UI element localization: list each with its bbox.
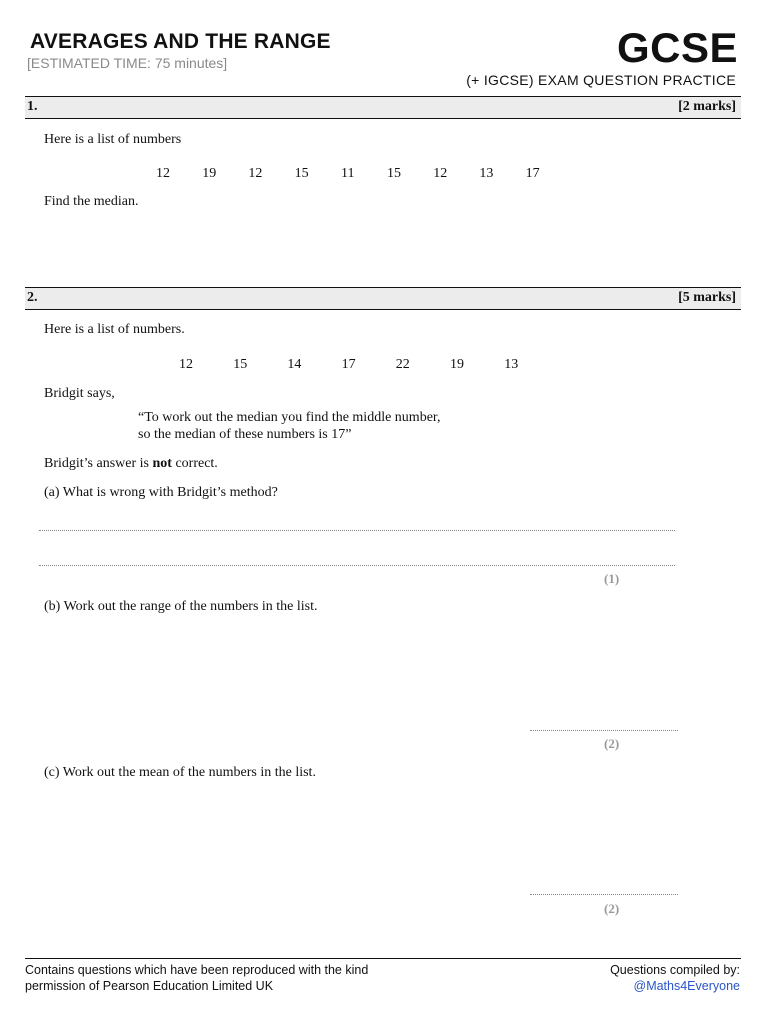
question-2-header: [25, 287, 741, 310]
question-1-number-item: 12: [248, 166, 263, 181]
question-1-prompt: Find the median.: [44, 194, 139, 209]
footer-permission-line-2: permission of Pearson Education Limited UK: [25, 979, 274, 993]
question-1-number-item: 11: [341, 166, 355, 181]
bridgit-answer-statement: [44, 456, 218, 472]
part-a-question: (a) What is wrong with Bridgit’s method?: [44, 485, 278, 500]
question-2-intro: Here is a list of numbers.: [44, 322, 185, 337]
question-2-number-item: 17: [341, 357, 356, 372]
question-1-number-item: 12: [433, 166, 448, 181]
question-1-number-item: 15: [387, 166, 401, 181]
question-1-number-item: 15: [294, 166, 309, 181]
part-b-question: (b) Work out the range of the numbers in the list.: [44, 599, 318, 614]
gcse-brand: GCSE: [616, 24, 738, 71]
question-2-number-item: 15: [233, 357, 248, 372]
footer-divider: [25, 958, 741, 959]
question-1-header: [25, 96, 741, 119]
question-2-marks: [5 marks]: [678, 290, 736, 305]
footer-credit-line-1: Questions compiled by:: [610, 963, 740, 977]
part-c-answer-line[interactable]: [530, 894, 678, 895]
question-2-number-item: 13: [504, 357, 519, 372]
answer-text-post: correct.: [171, 456, 218, 471]
maths4everyone-link[interactable]: @Maths4Everyone: [633, 979, 740, 993]
worksheet-title: AVERAGES AND THE RANGE: [30, 30, 331, 53]
exam-practice-subtitle: (+ IGCSE) EXAM QUESTION PRACTICE: [466, 72, 736, 88]
estimated-time: [ESTIMATED TIME: 75 minutes]: [27, 55, 228, 71]
bridgit-quote-line-2: so the median of these numbers is 17”: [138, 427, 352, 442]
question-2-number-item: 22: [395, 357, 410, 372]
question-2-number-item: 14: [287, 357, 302, 372]
question-2-number-item: 19: [450, 357, 464, 372]
question-1-number-item: 13: [479, 166, 494, 181]
part-b-answer-line[interactable]: [530, 730, 678, 731]
bridgit-quote-line-1: “To work out the median you find the middle number,: [138, 410, 441, 425]
answer-text-bold: not: [152, 456, 172, 471]
part-b-marks: (2): [604, 736, 620, 751]
part-c-marks: (2): [604, 901, 620, 916]
question-2-number: 2.: [27, 290, 38, 305]
part-a-answer-line-2[interactable]: [39, 565, 675, 566]
part-a-marks: (1): [604, 571, 620, 586]
question-1-intro: Here is a list of numbers: [44, 132, 182, 147]
question-1-number-item: 12: [156, 166, 170, 181]
footer-permission-line-1: Contains questions which have been reproduced with the kind: [25, 963, 369, 977]
question-1-number-item: 17: [525, 166, 540, 181]
question-1-number-item: 19: [202, 166, 217, 181]
part-a-answer-line-1[interactable]: [39, 530, 675, 531]
answer-text-pre: Bridgit’s answer is: [44, 456, 153, 471]
question-2-number-item: 12: [179, 357, 193, 372]
question-1-marks: [2 marks]: [678, 99, 736, 114]
footer-credit: [610, 962, 740, 994]
question-1-number: 1.: [27, 99, 38, 114]
bridgit-says: Bridgit says,: [44, 386, 115, 401]
part-c-question: (c) Work out the mean of the numbers in the list.: [44, 765, 316, 780]
footer-permission: [25, 962, 368, 994]
